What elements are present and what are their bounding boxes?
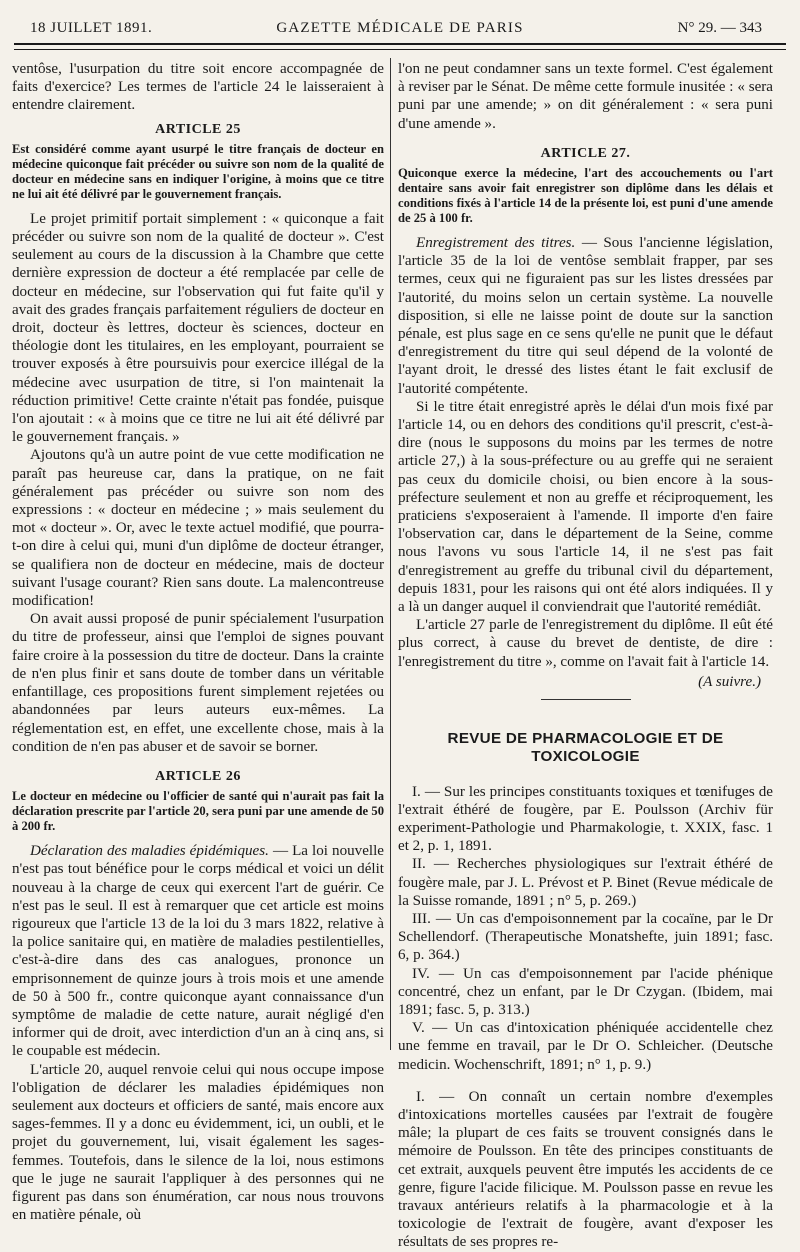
paragraph-lead: Déclaration des maladies épidémiques. <box>30 843 269 860</box>
right-column <box>398 60 773 1251</box>
article-26-text: Le docteur en médecine ou l'officier de santé qui n'aurait pas fait la déclaration prescrite par l'article 20, sera puni par une amende de 50 à 200 fr. <box>12 789 384 834</box>
column-divider <box>390 58 391 1050</box>
paragraph <box>12 842 384 1060</box>
issue-date: 18 JUILLET 1891. <box>30 20 153 36</box>
paragraph <box>398 234 773 398</box>
to-be-continued-text: (A suivre.) <box>698 673 761 690</box>
article-27-text: Quiconque exerce la médecine, l'art des accouchements ou l'art dentaire sans avoir fait enregistrer son diplôme dans les délais et conditions fixés à l'article 14 de la présente loi, est puni d'une amende de 25 à 100 fr. <box>398 166 773 226</box>
bibliography-item: IV. — Un cas d'empoisonnement par l'acide phénique concentré, chez un enfant, par le Dr Czygan. (Ibidem, mai 1891; fasc. 5, p. 313.) <box>398 965 773 1018</box>
end-rule <box>541 699 631 700</box>
paragraph-lead: Enregistrement des titres. <box>416 235 576 252</box>
page-number: N° 29. — 343 <box>677 20 762 36</box>
left-column <box>12 60 384 1224</box>
paragraph: On avait aussi proposé de punir spécialement l'usurpation du titre de professeur, ainsi que l'emploi de signes pouvant faire croire à la possession du titre de docteur. Dans la crainte de n'en plus finir et sans doute de tomber dans un véritable enfantillage, ces propositions furent simplement rejetées ou abandonnées par leurs auteurs eux-mêmes. La réglementation est, en effet, une excellente chose, mais à la condition de n'en pas abuser et de savoir se borner. <box>12 611 384 755</box>
bibliography-item: V. — Un cas d'intoxication phéniquée accidentelle chez une femme en travail, par le Dr O. Schleicher. (Deutsche medicin. Wochenschrift, 1891; n° 1, p. 9.) <box>398 1020 773 1073</box>
bibliography-item: III. — Un cas d'empoisonnement par la cocaïne, par le Dr Schellendorf. (Therapeutische Monatshefte, juin 1891; fasc. 6, p. 364.) <box>398 910 773 964</box>
bibliography-item: I. — Sur les principes constituants toxiques et tœnifuges de l'extrait éthéré de fougère, par E. Poulsson (Archiv für experiment-Pathologie und Pharmakologie, t. XXIX, fasc. 1 et 2, p. 1, 1891. <box>398 783 773 855</box>
section-title: REVUE DE PHARMACOLOGIE ET DE TOXICOLOGIE <box>447 730 724 766</box>
paragraph: L'article 20, auquel renvoie celui qui nous occupe impose l'obligation de déclarer les maladies épidémiques non seulement aux docteurs et officiers de santé, mais encore aux sages-femmes. Il y a donc eu évidemment, ici, un oubli, et le projet du gouvernement, lui, visait également les sages-femmes. Toutefois, dans le silence de la loi, nous estimons que le juge ne saurait l'appliquer à des personnes qui ne figurent pas dans son énumération, car nous nous trouvons en matière pénale, où <box>12 1061 384 1224</box>
paragraph-body: — Sous l'ancienne législation, l'article 35 de la loi de ventôse semblait frapper, par ses termes, ceux qui ne figuraient pas sur les listes dressées par l'autorité, du moins selon un certain système. La nouvelle disposition, si elle ne laisse point de doute sur la sanction pénale, est plus sage en ce sens qu'elle ne punit que le défaut d'enregistrement du titre qui seul dépend de la volonté de l'ayant droit, le dressé des listes étant le fait exclusif de l'autorité compétente. <box>398 235 773 397</box>
running-header <box>14 20 786 42</box>
paragraph: l'on ne peut condamner sans un texte formel. C'est également à reviser par le Sénat. De même cette formule inusitée : « sera puni par une amende; » on dit généralement : « sera puni d'une amende ». <box>398 61 773 132</box>
paragraph-body: — La loi nouvelle n'est pas tout bénéfice pour le corps médical et voici un délit nouveau à la charge de ceux qui exercent l'art de guérir. Ce n'est pas le seul. Il est à remarquer que cet article est moins rigoureux que l'article 13 de la loi du 3 mars 1822, relative à la police sanitaire qui, en matière de maladies pestilentielles, c'est-à-dire dans des cas analogues, prononce un emprisonnement de quinze jours à trois mois et une amende de 50 à 500 fr., contre quiconque ayant connaissance d'un symptôme de maladie de cette nature, aurait négligé d'en informer qui de droit, avec interdiction d'un an à cinq ans, si le coupable est médecin. <box>12 843 384 1060</box>
paragraph: I. — On connaît un certain nombre d'exemples d'intoxications mortelles causées par l'extrait de fougère mâle; la plupart de ces faits se trouvent consignés dans le mémoire de Poulsson. En tête des principes constituants de cet extrait, auxquels peuvent être imputés les accidents de ce genre, figure l'acide filicique. M. Poulsson passe en revue les travaux antérieurs relatifs à la pharmacologie et à la toxicologie de l'extrait de fougère, avant d'exposer les résultats de ses propres re- <box>398 1088 773 1251</box>
journal-title: GAZETTE MÉDICALE DE PARIS <box>276 20 524 36</box>
article-26-heading: ARTICLE 26 <box>155 768 241 784</box>
article-27-heading: ARTICLE 27. <box>540 145 631 161</box>
paragraph: Ajoutons qu'à un autre point de vue cette modification ne paraît pas heureuse car, dans la pratique, on ne fait généralement pas précéder ou suivre son nom des expressions : « docteur en médecine ; » mais seulement du mot « docteur ». Or, avec le texte actuel modifié, que pourra-t-on dire à celui qui, muni d'un diplôme de docteur étranger, se qualifiera non de docteur en médecine, mais de docteur suivant l'usage courant? Rien sans doute. La malencontreuse modification! <box>12 447 384 610</box>
header-rule-thin <box>14 49 786 50</box>
article-25-heading: ARTICLE 25 <box>155 121 241 137</box>
bibliography <box>398 783 773 1074</box>
to-be-continued <box>398 673 761 691</box>
paragraph: ventôse, l'usurpation du titre soit encore accompagnée de faits d'exercice? Les termes de l'article 24 le laisseraient à entendre clairement. <box>12 61 384 114</box>
bibliography-item: II. — Recherches physiologiques sur l'extrait éthéré de fougère male, par J. L. Prévost et P. Binet (Revue médicale de la Suisse romande, 1891 ; n° 5, p. 269.) <box>398 856 773 909</box>
paragraph: Si le titre était enregistré après le délai d'un mois fixé par l'article 14, ou en dehors des conditions qu'il prescrit, c'est-à-dire (nous le supposons du moins par les termes de notre article 27,) à la sous-préfecture ou au greffe qui ne seraient pas ceux du domicile choisi, ou bien encore à la sous-préfecture seulement et non au greffe et réciproquement, les praticiens s'exposeraient à l'amende. Il importe d'en faire l'observation car, dans le département de la Seine, comme nous l'avons vu sous l'article 14, il ne s'est pas fait d'enregistrement au greffe du tribunal civil du département, depuis 1831, pour les raisons qui ont été alors indiquées. Il y a là un danger auquel il conviendrait que l'autorité remédiât. <box>398 398 773 616</box>
header-rule-thick <box>14 43 786 45</box>
paragraph: Le projet primitif portait simplement : « quiconque a fait précéder ou suivre son nom de la qualité de docteur ». C'est seulement au cours de la discussion à la Chambre que cette dernière expression de docteur a été remplacée par celle de docteur en médecine, sur l'observation qui fut faite qu'il y avait des grades français parfaitement réguliers de docteur en droit, docteur ès lettres, docteur ès sciences, docteur en théologie dont les titulaires, en les employant, pourraient se trouver exposés à être poursuivis pour exercice illégal de la médecine avec usurpation de titre, si l'on maintenait la réduction primitive! Cette crainte n'était pas fondée, puisque l'on ajoutait : « à moins que ce titre ne lui ait été délivré par le gouvernement français. » <box>12 210 384 446</box>
article-25-text: Est considéré comme ayant usurpé le titre français de docteur en médecine quiconque fait précéder ou suivre son nom de la qualité de docteur en médecine sans en indiquer l'origine, à moins que ce titre ne lui ait été délivré par le gouvernement français. <box>12 141 384 201</box>
paragraph: L'article 27 parle de l'enregistrement du diplôme. Il eût été plus correct, à cause du brevet de dentiste, de dire : l'enregistrement du titre », comme on l'avait fait à l'article 14. <box>398 617 773 670</box>
